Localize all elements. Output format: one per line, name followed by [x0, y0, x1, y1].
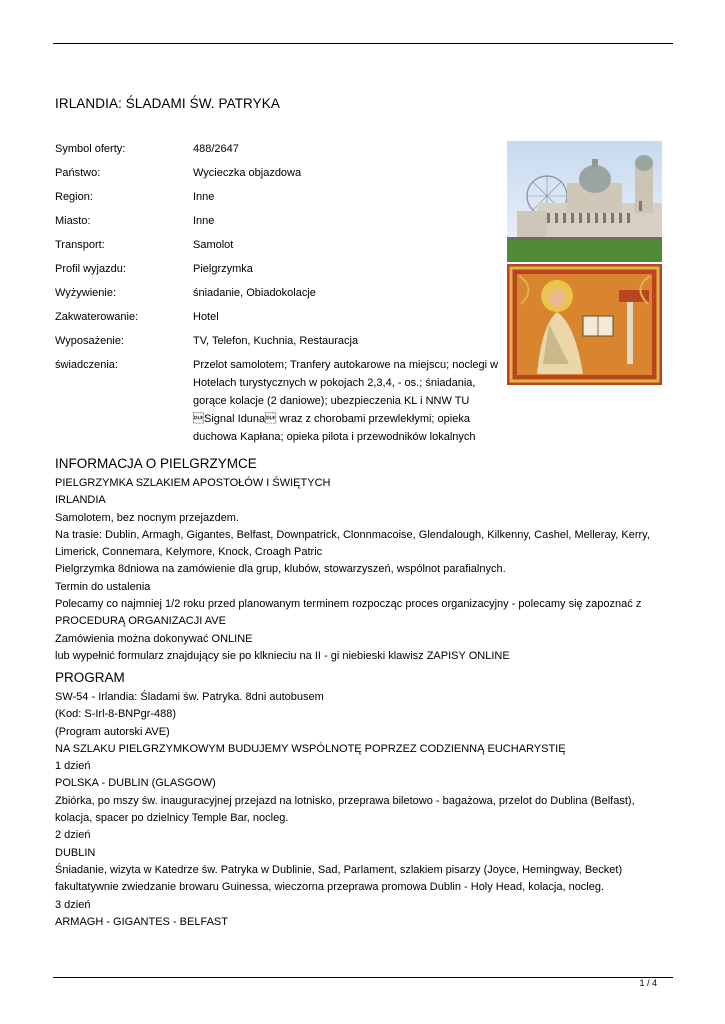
detail-row-region	[55, 188, 505, 212]
detail-row-transport	[55, 236, 505, 260]
detail-row-equipment	[55, 332, 505, 356]
detail-label: Zakwaterowanie:	[55, 311, 139, 323]
info-line: Pielgrzymka 8dniowa na zamówienie dla grup, klubów, stowarzyszeń, wspólnot parafialnych.	[55, 563, 506, 576]
detail-row-symbol	[55, 140, 505, 164]
program-line: (Program autorski AVE)	[55, 725, 170, 738]
program-line: DUBLIN	[55, 846, 96, 859]
program-line: Śniadanie, wizyta w Katedrze św. Patryka w Dublinie, Sad, Parlament, szlakiem pisarzy (Joyce, Hemingway, Becket) fakultatywnie zwiedzanie browaru Guinessa, wieczorna przeprawa promowa Dublin - Holy Head, kolacja, nocleg.	[55, 863, 623, 894]
detail-value: Wycieczka objazdowa	[193, 167, 302, 179]
info-line: Na trasie: Dublin, Armagh, Gigantes, Belfast, Downpatrick, Clonnmacoise, Glendalough, Kilkenny, Cashel, Melleray, Kerry, Limerick, Connemara, Kelymore, Knock, Croagh Patric	[55, 528, 650, 559]
belfast-city-hall-photo	[507, 141, 662, 262]
detail-label: Profil wyjazdu:	[55, 263, 126, 275]
detail-row-accommodation	[55, 308, 505, 332]
program-section	[55, 689, 665, 931]
detail-value: Hotel	[193, 311, 219, 323]
footer-rule	[53, 977, 673, 978]
program-line: POLSKA - DUBLIN (GLASGOW)	[55, 777, 216, 790]
info-line: Samolotem, bez nocnym przejazdem.	[55, 511, 240, 524]
detail-value: 488/2647	[193, 143, 239, 155]
program-line: ARMAGH - GIGANTES - BELFAST	[55, 915, 228, 928]
detail-value: Pielgrzymka	[193, 263, 253, 275]
program-line: SW-54 - Irlandia: Śladami św. Patryka. 8dni autobusem	[55, 691, 324, 703]
detail-label: Wyposażenie:	[55, 335, 124, 347]
info-line: Zamówienia można dokonywać ONLINE	[55, 632, 253, 645]
detail-label: Miasto:	[55, 215, 91, 227]
detail-row-country	[55, 164, 505, 188]
detail-label: świadczenia:	[55, 359, 118, 371]
program-line: 1 dzień	[55, 760, 91, 773]
document-title: IRLANDIA: ŚLADAMI ŚW. PATRYKA	[55, 96, 280, 111]
program-line: 3 dzień	[55, 898, 91, 911]
program-line: (Kod: S-Irl-8-BNPgr-488)	[55, 708, 177, 721]
info-heading: INFORMACJA O PIELGRZYMCE	[55, 456, 257, 471]
program-line: NA SZLAKU PIELGRZYMKOWYM BUDUJEMY WSPÓLNOTĘ POPRZEZ CODZIENNĄ EUCHARYSTIĘ	[55, 742, 566, 755]
detail-value: Przelot samolotem; Tranfery autokarowe na miejscu; noclegi w Hotelach turystycznych w pokojach 2,3,4, - os.; śniadania, gorące kolacje (2 daniowe); ubezpieczenia KL i NNW TU Signal Iduna wraz z chorobami przewlekłymi; opieka duchowa Kapłana; opieka pilota i przewodników lokalnych	[193, 359, 499, 443]
detail-value: Samolot	[193, 239, 234, 251]
header-rule	[53, 43, 673, 44]
info-line: lub wypełnić formularz znajdujący sie po klknieciu na II - gi niebieski klawisz ZAPISY ONLINE	[55, 649, 510, 662]
detail-value: Inne	[193, 191, 215, 203]
detail-label: Region:	[55, 191, 93, 203]
detail-label: Wyżywienie:	[55, 287, 117, 299]
info-line: Polecamy co najmniej 1/2 roku przed planowanym terminem rozpocząc proces organizacyjny - polecamy się zapoznać z PROCEDURĄ ORGANIZACJI AVE	[55, 598, 642, 628]
detail-row-city	[55, 212, 505, 236]
info-section	[55, 475, 665, 665]
info-line: IRLANDIA	[55, 494, 106, 507]
detail-row-meals	[55, 284, 505, 308]
offer-details	[55, 140, 505, 446]
program-line: Zbiórka, po mszy św. inauguracyjnej przejazd na lotnisko, przeprawa biletowo - bagażowa, przelot do Dublina (Belfast), kolacja, spacer po dzielnicy Temple Bar, nocleg.	[55, 794, 635, 825]
detail-value: TV, Telefon, Kuchnia, Restauracja	[193, 335, 359, 347]
detail-label: Państwo:	[55, 167, 101, 179]
detail-label: Transport:	[55, 239, 105, 251]
detail-label: Symbol oferty:	[55, 143, 126, 155]
detail-row-profile	[55, 260, 505, 284]
program-heading: PROGRAM	[55, 670, 125, 685]
detail-row-services	[55, 356, 505, 446]
page-number: 1 / 4	[639, 978, 657, 988]
detail-value: śniadanie, Obiadokolacje	[193, 287, 316, 299]
info-line: PIELGRZYMKA SZLAKIEM APOSTOŁÓW I ŚWIĘTYCH	[55, 477, 331, 489]
saint-patrick-icon-painting	[507, 264, 662, 385]
program-line: 2 dzień	[55, 829, 91, 842]
detail-value: Inne	[193, 215, 215, 227]
info-line: Termin do ustalenia	[55, 580, 151, 593]
